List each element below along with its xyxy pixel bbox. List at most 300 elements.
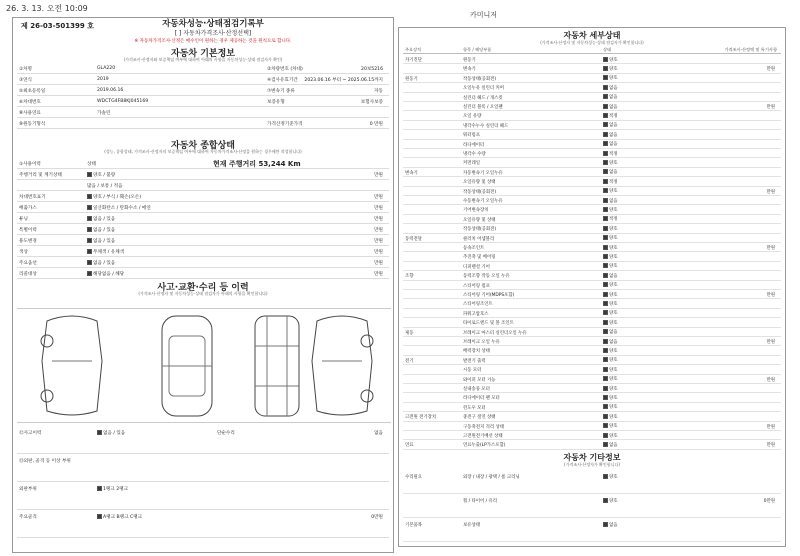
detail-row-status-text: 양호 bbox=[609, 76, 618, 82]
doc-notice: ※ 자동차가격조사·산정은 매수인이 원하는 경우 제공하는 것을 원칙으로 합니다. bbox=[134, 39, 292, 44]
overall-note: (성능, 종합상태, 가격조사·산정자의 보증책임 여부에 대하여 자동차가격조사·산정을 원하는 경우에만 작성합니다) bbox=[104, 149, 302, 154]
detail-row-status-text: 적정 bbox=[609, 151, 618, 157]
detail-row-status bbox=[603, 160, 617, 166]
detail-row-item: 작동상태(공회전) bbox=[463, 76, 497, 82]
detail-row bbox=[403, 168, 781, 177]
other-row-category: 기본품목 bbox=[405, 523, 422, 528]
check-box[interactable] bbox=[87, 194, 92, 199]
overall-row-value bbox=[87, 249, 124, 255]
other-row-status-text: 양호 bbox=[609, 474, 618, 480]
detail-row bbox=[403, 262, 781, 271]
detail-row-status bbox=[603, 386, 617, 392]
check-box[interactable] bbox=[603, 442, 608, 447]
detail-row-category: 제동 bbox=[405, 330, 414, 336]
check-box[interactable] bbox=[87, 249, 92, 254]
detail-row-category: 연료 bbox=[405, 443, 414, 449]
detail-row bbox=[403, 290, 781, 299]
overall-row-value bbox=[87, 238, 115, 244]
detail-row bbox=[403, 130, 781, 139]
detail-row-item: 파워고압호스 bbox=[463, 311, 489, 317]
detail-row bbox=[403, 243, 781, 252]
accident-row-value bbox=[97, 486, 128, 492]
detail-row-status bbox=[603, 188, 617, 194]
other-row-category: 수리필요 bbox=[405, 475, 422, 480]
detail-row-status bbox=[603, 113, 617, 119]
detail-row-status-text: 양호 bbox=[609, 348, 618, 354]
check-box[interactable] bbox=[603, 329, 608, 334]
detail-row-status-text: 양호 bbox=[609, 245, 618, 251]
detail-row bbox=[403, 271, 781, 280]
detail-row-status bbox=[603, 376, 617, 382]
detail-row-status-text: 적정 bbox=[609, 113, 618, 119]
detail-row bbox=[403, 346, 781, 355]
overall-row-label: 주요옵션 bbox=[19, 261, 37, 266]
detail-row-status-text: 양호 bbox=[609, 311, 618, 317]
accident-row-value-text: 없음 / 있음 bbox=[103, 431, 126, 436]
basic-row-value: 2019.06.16 bbox=[97, 88, 124, 93]
detail-row-status bbox=[603, 254, 617, 260]
overall-row-result: 만원 bbox=[374, 228, 383, 233]
detail-row bbox=[403, 187, 781, 196]
accident-row bbox=[17, 484, 389, 510]
detail-row-item: 라디에이터 팬 모터 bbox=[463, 396, 500, 402]
detail-row-status-text: 양호 bbox=[609, 386, 618, 392]
detail-row-status bbox=[603, 414, 617, 420]
overall-row-value bbox=[87, 227, 115, 233]
detail-row-status-text: 양호 bbox=[609, 207, 618, 213]
detail-row-status-text: 없음 bbox=[609, 330, 618, 336]
detail-row-item: 연료누출(LP가스포함) bbox=[463, 443, 506, 449]
basic-row-result: 20보5216 bbox=[361, 67, 383, 72]
check-box[interactable] bbox=[603, 498, 608, 503]
check-box[interactable] bbox=[603, 160, 608, 165]
detail-row-item: 타이로드엔드 및 볼 조인트 bbox=[463, 321, 514, 327]
detail-row-item: 동력조향 작동 오일 누유 bbox=[463, 274, 510, 280]
detail-row-item: 작동상태(공회전) bbox=[463, 189, 497, 195]
timestamp: 26. 3. 13. 오전 10:09 bbox=[6, 4, 88, 13]
overall-row bbox=[17, 247, 389, 257]
other-title: 자동차 기타정보 bbox=[563, 453, 621, 462]
doc-number: 제 26-03-501399 호 bbox=[21, 22, 94, 30]
detail-row-item: 등속조인트 bbox=[463, 246, 485, 251]
check-box[interactable] bbox=[603, 235, 608, 240]
header-item: 항목 / 해당부품 bbox=[463, 47, 492, 52]
detail-row-status bbox=[603, 85, 617, 91]
detail-row-status bbox=[603, 282, 617, 288]
basic-row bbox=[17, 108, 389, 118]
detail-row bbox=[403, 215, 781, 224]
other-row-result: 0만원 bbox=[763, 499, 775, 504]
overall-row-result: 만원 bbox=[374, 261, 383, 266]
basic-row-value: GLA220 bbox=[97, 66, 116, 71]
detail-row-status-text: 적정 bbox=[609, 217, 618, 223]
check-box[interactable] bbox=[97, 514, 102, 519]
check-box[interactable] bbox=[603, 94, 608, 99]
accident-row-value-text: 1랭크 2랭크 bbox=[103, 487, 129, 492]
overall-row-result: 만원 bbox=[374, 173, 383, 178]
detail-row bbox=[403, 111, 781, 120]
check-box[interactable] bbox=[87, 271, 92, 276]
check-box[interactable] bbox=[603, 320, 608, 325]
detail-row-item: 스티어링 기어(MDPS포함) bbox=[463, 293, 515, 298]
detail-row-item: 브레이크 오일 누유 bbox=[463, 340, 500, 345]
check-box[interactable] bbox=[603, 179, 608, 184]
detail-row-category: 원동기 bbox=[405, 76, 418, 82]
other-note: (가격조사·산정자가 확인합니다) bbox=[564, 462, 620, 467]
detail-row-item: 시동 모터 bbox=[463, 368, 482, 374]
basic-row bbox=[17, 119, 389, 129]
other-row-status bbox=[603, 522, 617, 528]
detail-row-status-text: 양호 bbox=[609, 66, 618, 72]
detail-row bbox=[403, 375, 781, 384]
basic-row bbox=[17, 75, 389, 85]
overall-row-result: 만원 bbox=[374, 239, 383, 244]
overall-row bbox=[17, 170, 389, 180]
detail-row-item: 오일유량 및 상태 bbox=[463, 217, 496, 223]
overall-row-value-text: 없음 / 있음 bbox=[93, 217, 116, 222]
check-box[interactable] bbox=[603, 414, 608, 419]
check-box[interactable] bbox=[603, 151, 608, 156]
check-box[interactable] bbox=[603, 216, 608, 221]
check-box[interactable] bbox=[603, 339, 608, 344]
check-box[interactable] bbox=[603, 263, 608, 268]
detail-row-status-text: 양호 bbox=[609, 405, 618, 411]
detail-row-item: 배력장치 상태 bbox=[463, 349, 490, 355]
check-box[interactable] bbox=[87, 238, 92, 243]
detail-row-result: 만원 bbox=[766, 340, 775, 345]
accident-note: (가격조사·산정자 및 자동차성능·상태 점검자가 아래의 사항을 확인합니다) bbox=[138, 291, 268, 296]
basic-row-result: 자동 bbox=[374, 89, 383, 94]
check-box[interactable] bbox=[603, 66, 608, 71]
check-box[interactable] bbox=[603, 188, 608, 193]
detail-row-status-text: 없음 bbox=[609, 442, 618, 448]
detail-row-status bbox=[603, 320, 617, 326]
detail-row-status-text: 양호 bbox=[609, 226, 618, 232]
check-box[interactable] bbox=[603, 198, 608, 203]
detail-row-status-text: 없음 bbox=[609, 273, 618, 279]
check-box[interactable] bbox=[603, 245, 608, 250]
detail-row-item: 수동변속기 오일누유 bbox=[463, 199, 503, 204]
overall-row bbox=[17, 214, 389, 224]
check-box[interactable] bbox=[603, 141, 608, 146]
detail-row-status bbox=[603, 122, 617, 128]
check-box[interactable] bbox=[87, 172, 92, 177]
detail-row bbox=[403, 422, 781, 431]
accident-row-value2: 단순수리 bbox=[217, 431, 235, 436]
detail-row-item: 원동기 bbox=[463, 58, 476, 63]
check-box[interactable] bbox=[97, 430, 102, 435]
check-box[interactable] bbox=[603, 357, 608, 362]
basic-row-label: ③연식 bbox=[19, 78, 32, 83]
accident-row-label: 주요골격 bbox=[19, 515, 37, 520]
overall-row-label: 주행거리 및 계기상태 bbox=[19, 173, 62, 178]
detail-row-status-text: 없음 bbox=[609, 198, 618, 204]
check-box[interactable] bbox=[97, 486, 102, 491]
check-box[interactable] bbox=[87, 205, 92, 210]
overall-row-value bbox=[87, 172, 115, 178]
basic-row bbox=[17, 64, 389, 74]
detail-row-status-text: 양호 bbox=[609, 395, 618, 401]
overall-row-label: 색상 bbox=[19, 250, 28, 255]
basic-row-value2: ②차량번호 (차대) bbox=[267, 67, 303, 72]
detail-row-item: 라디에이터 bbox=[463, 142, 485, 148]
detail-row-status bbox=[603, 423, 617, 429]
check-box[interactable] bbox=[603, 423, 608, 428]
detail-row-category: 자기진단 bbox=[405, 58, 422, 63]
overall-row bbox=[17, 258, 389, 268]
detail-row-status bbox=[603, 104, 617, 110]
check-box[interactable] bbox=[603, 386, 608, 391]
detail-row-item: 변속기 bbox=[463, 67, 476, 73]
detail-row-item: 브레이크 마스터 실린더오일 누유 bbox=[463, 330, 527, 336]
detail-row-status-text: 양호 bbox=[609, 301, 618, 307]
overall-row bbox=[17, 269, 389, 279]
detail-row-status-text: 없음 bbox=[609, 142, 618, 148]
detail-row-status-text: 없음 bbox=[609, 85, 618, 91]
check-box[interactable] bbox=[87, 260, 92, 265]
detail-row-result: 만원 bbox=[766, 443, 775, 449]
accident-row-value bbox=[97, 430, 125, 436]
detail-row bbox=[403, 149, 781, 158]
detail-row bbox=[403, 55, 781, 64]
detail-row-result: 만원 bbox=[766, 189, 775, 195]
detail-row-item: 커먼레일 bbox=[463, 161, 480, 167]
basic-row-label: ⑧사용연료 bbox=[19, 111, 41, 116]
check-box[interactable] bbox=[603, 376, 608, 381]
overall-row bbox=[17, 225, 389, 235]
detail-row-result: 만원 bbox=[766, 293, 775, 298]
detail-title: 자동차 세부상태 bbox=[563, 31, 621, 40]
accident-row bbox=[17, 512, 389, 538]
detail-row bbox=[403, 403, 781, 412]
detail-row bbox=[403, 196, 781, 205]
other-row-status bbox=[603, 498, 617, 504]
accident-row bbox=[17, 456, 389, 482]
detail-row-status-text: 양호 bbox=[609, 283, 618, 289]
detail-row-status bbox=[603, 263, 617, 269]
detail-row-item: 작동상태(공회전) bbox=[463, 227, 497, 233]
left-page bbox=[12, 17, 394, 553]
accident-row-value-text: A랭크 B랭크 C랭크 bbox=[103, 515, 143, 520]
detail-row-status-text: 양호 bbox=[609, 377, 618, 383]
detail-row-status bbox=[603, 433, 617, 439]
basic-row-result: 0 만원 bbox=[369, 122, 383, 127]
check-box[interactable] bbox=[603, 132, 608, 137]
detail-row-category: 조향 bbox=[405, 274, 414, 280]
detail-row bbox=[403, 121, 781, 130]
basic-row bbox=[17, 86, 389, 96]
doc-title-sub: [ ] 자동차가격조사·산정선택] bbox=[174, 30, 252, 37]
accident-row-label: ⑫사고이력 bbox=[19, 431, 42, 436]
detail-row-item: 충전구 절연 상태 bbox=[463, 415, 496, 421]
detail-row-status bbox=[603, 66, 617, 72]
detail-row-item: 디퍼렌셜 기어 bbox=[463, 264, 490, 270]
detail-row-item: 구동축전지 격리 상태 bbox=[463, 424, 504, 430]
check-box[interactable] bbox=[603, 254, 608, 259]
check-box[interactable] bbox=[603, 301, 608, 306]
check-box[interactable] bbox=[603, 207, 608, 212]
check-box[interactable] bbox=[603, 522, 608, 527]
header-status: 상태 bbox=[603, 47, 612, 52]
detail-row-status bbox=[603, 132, 617, 138]
overall-row-value-text: 없음 / 있음 bbox=[93, 239, 116, 244]
check-box[interactable] bbox=[603, 310, 608, 315]
other-row-item: 외장 / 내장 / 광택 / 룸 크리닝 bbox=[463, 475, 520, 480]
overall-row-result: 만원 bbox=[374, 272, 383, 277]
check-box[interactable] bbox=[603, 292, 608, 297]
overall-row-value bbox=[87, 260, 115, 266]
check-box[interactable] bbox=[603, 226, 608, 231]
detail-row bbox=[403, 412, 781, 421]
detail-row bbox=[403, 234, 781, 243]
detail-row-status-text: 양호 bbox=[609, 414, 618, 420]
detail-row-status-text: 양호 bbox=[609, 160, 618, 166]
detail-row-status bbox=[603, 216, 617, 222]
detail-row-item: 실린더 블록 / 오일팬 bbox=[463, 105, 503, 110]
detail-row-item: 자동변속기 오일누유 bbox=[463, 170, 503, 176]
detail-row-status bbox=[603, 310, 617, 316]
detail-row-status bbox=[603, 94, 617, 100]
detail-row-status bbox=[603, 141, 617, 147]
check-box[interactable] bbox=[603, 104, 608, 109]
check-box[interactable] bbox=[603, 282, 608, 287]
basic-row-value2: ④검사유효기간 bbox=[267, 78, 298, 83]
detail-row bbox=[403, 177, 781, 186]
overall-row bbox=[17, 236, 389, 246]
detail-row-status bbox=[603, 179, 617, 185]
check-box[interactable] bbox=[87, 227, 92, 232]
overall-title: 자동차 종합상태 bbox=[171, 141, 235, 151]
basic-row-value: 2019 bbox=[97, 77, 109, 82]
detail-row-item: 냉각수 수량 bbox=[463, 152, 486, 157]
detail-row bbox=[403, 224, 781, 233]
detail-row-status bbox=[603, 207, 617, 213]
overall-row-label: 용도변경 bbox=[19, 239, 37, 244]
detail-row-status bbox=[603, 198, 617, 204]
detail-row-status-text: 양호 bbox=[609, 424, 618, 430]
detail-row-item: 오일유량 및 상태 bbox=[463, 180, 496, 186]
check-box[interactable] bbox=[603, 348, 608, 353]
detail-row bbox=[403, 64, 781, 73]
header-device: 주요장치 bbox=[405, 47, 422, 52]
basic-row-value2: 보증유형 bbox=[267, 100, 285, 105]
detail-row-status-text: 양호 bbox=[609, 320, 618, 326]
car-side-left-icon bbox=[27, 311, 117, 421]
basic-row-result: 2023.06.16 부터 ~ 2025.06.15까지 bbox=[304, 78, 383, 83]
overall-row-value-text: 양호 / 부식 / 훼손(오손) bbox=[93, 195, 142, 200]
detail-row-status-text: 적정 bbox=[609, 179, 618, 185]
detail-row bbox=[403, 440, 781, 449]
basic-row-value2: 가격산정기준가격 bbox=[267, 122, 303, 127]
detail-row-category: 전기 bbox=[405, 358, 414, 364]
detail-row bbox=[403, 252, 781, 261]
detail-row bbox=[403, 93, 781, 102]
check-box[interactable] bbox=[603, 75, 608, 80]
other-row bbox=[403, 472, 781, 494]
detail-row-status bbox=[603, 169, 617, 175]
check-box[interactable] bbox=[87, 216, 92, 221]
detail-row-status bbox=[603, 404, 617, 410]
detail-row bbox=[403, 74, 781, 83]
detail-row bbox=[403, 205, 781, 214]
check-box[interactable] bbox=[603, 395, 608, 400]
overall-row bbox=[17, 203, 389, 213]
check-box[interactable] bbox=[603, 122, 608, 127]
detail-row bbox=[403, 393, 781, 402]
header-result: 가격조사·산정액 및 특기사항 bbox=[724, 47, 777, 52]
check-box[interactable] bbox=[603, 367, 608, 372]
basic-row-value: 가솔린 bbox=[97, 111, 111, 116]
detail-row-status bbox=[603, 301, 617, 307]
basic-row-label: ⑨원동기형식 bbox=[19, 122, 46, 127]
check-box[interactable] bbox=[603, 169, 608, 174]
overall-row bbox=[17, 159, 389, 169]
detail-row-category: 고전원 전기장치 bbox=[405, 415, 437, 421]
basic-row-label: ⑥차대번호 bbox=[19, 100, 41, 105]
detail-row-status-text: 없음 bbox=[609, 132, 618, 138]
overall-row-value-text: 해당없음 / 해당 bbox=[93, 272, 125, 277]
check-box[interactable] bbox=[603, 57, 608, 62]
detail-row-item: 와이퍼 모터 기능 bbox=[463, 377, 496, 383]
detail-row-result: 만원 bbox=[766, 246, 775, 251]
basic-row bbox=[17, 97, 389, 107]
check-box[interactable] bbox=[603, 113, 608, 118]
overall-row bbox=[17, 181, 389, 191]
overall-row-value bbox=[87, 194, 141, 200]
detail-row-status bbox=[603, 235, 617, 241]
detail-row bbox=[403, 299, 781, 308]
check-box[interactable] bbox=[603, 433, 608, 438]
other-row bbox=[403, 520, 781, 542]
detail-row-item: 윈도우 모터 bbox=[463, 405, 486, 411]
check-box[interactable] bbox=[603, 474, 608, 479]
detail-row-item: 실내송풍 모터 bbox=[463, 387, 490, 392]
check-box[interactable] bbox=[603, 273, 608, 278]
car-top-icon bbox=[147, 311, 227, 421]
detail-row-status bbox=[603, 348, 617, 354]
detail-row-status-text: 없음 bbox=[609, 170, 618, 176]
check-box[interactable] bbox=[603, 85, 608, 90]
detail-row-result: 만원 bbox=[766, 377, 775, 383]
detail-row bbox=[403, 431, 781, 440]
detail-row bbox=[403, 328, 781, 337]
detail-row-category: 변속기 bbox=[405, 170, 418, 176]
overall-row-result: 만원 bbox=[374, 217, 383, 222]
detail-row-item: 클러치 어셈블리 bbox=[463, 236, 495, 242]
overall-row-value-text: 양호 / 불량 bbox=[93, 173, 116, 178]
basic-info-note: (가격조사·산정자와 보증책임 여부에 대하여 아래의 사항을 자동차성능·상태 점검자가 확인) bbox=[123, 57, 283, 62]
detail-row bbox=[403, 337, 781, 346]
detail-row bbox=[403, 83, 781, 92]
detail-row-status bbox=[603, 75, 617, 81]
detail-row-item: 오일 유량 bbox=[463, 114, 482, 120]
detail-row-status-text: 없음 bbox=[609, 339, 618, 345]
check-box[interactable] bbox=[603, 404, 608, 409]
detail-row-status bbox=[603, 57, 617, 63]
detail-row bbox=[403, 158, 781, 167]
other-row-item: 보유상태 bbox=[463, 523, 480, 528]
overall-row-label: 튜닝 bbox=[19, 217, 28, 222]
overall-row-label: ①사용이력 bbox=[19, 162, 41, 167]
detail-row-status-text: 양호 bbox=[609, 254, 618, 260]
detail-row-status bbox=[603, 442, 617, 448]
detail-row bbox=[403, 365, 781, 374]
basic-row-label: ⑤최초등록일 bbox=[19, 89, 46, 94]
detail-row-category: 동력전달 bbox=[405, 236, 422, 242]
detail-row-status-text: 없음 bbox=[609, 95, 618, 101]
detail-header bbox=[403, 46, 781, 54]
accident-row-label: 외판부위 bbox=[19, 487, 37, 492]
